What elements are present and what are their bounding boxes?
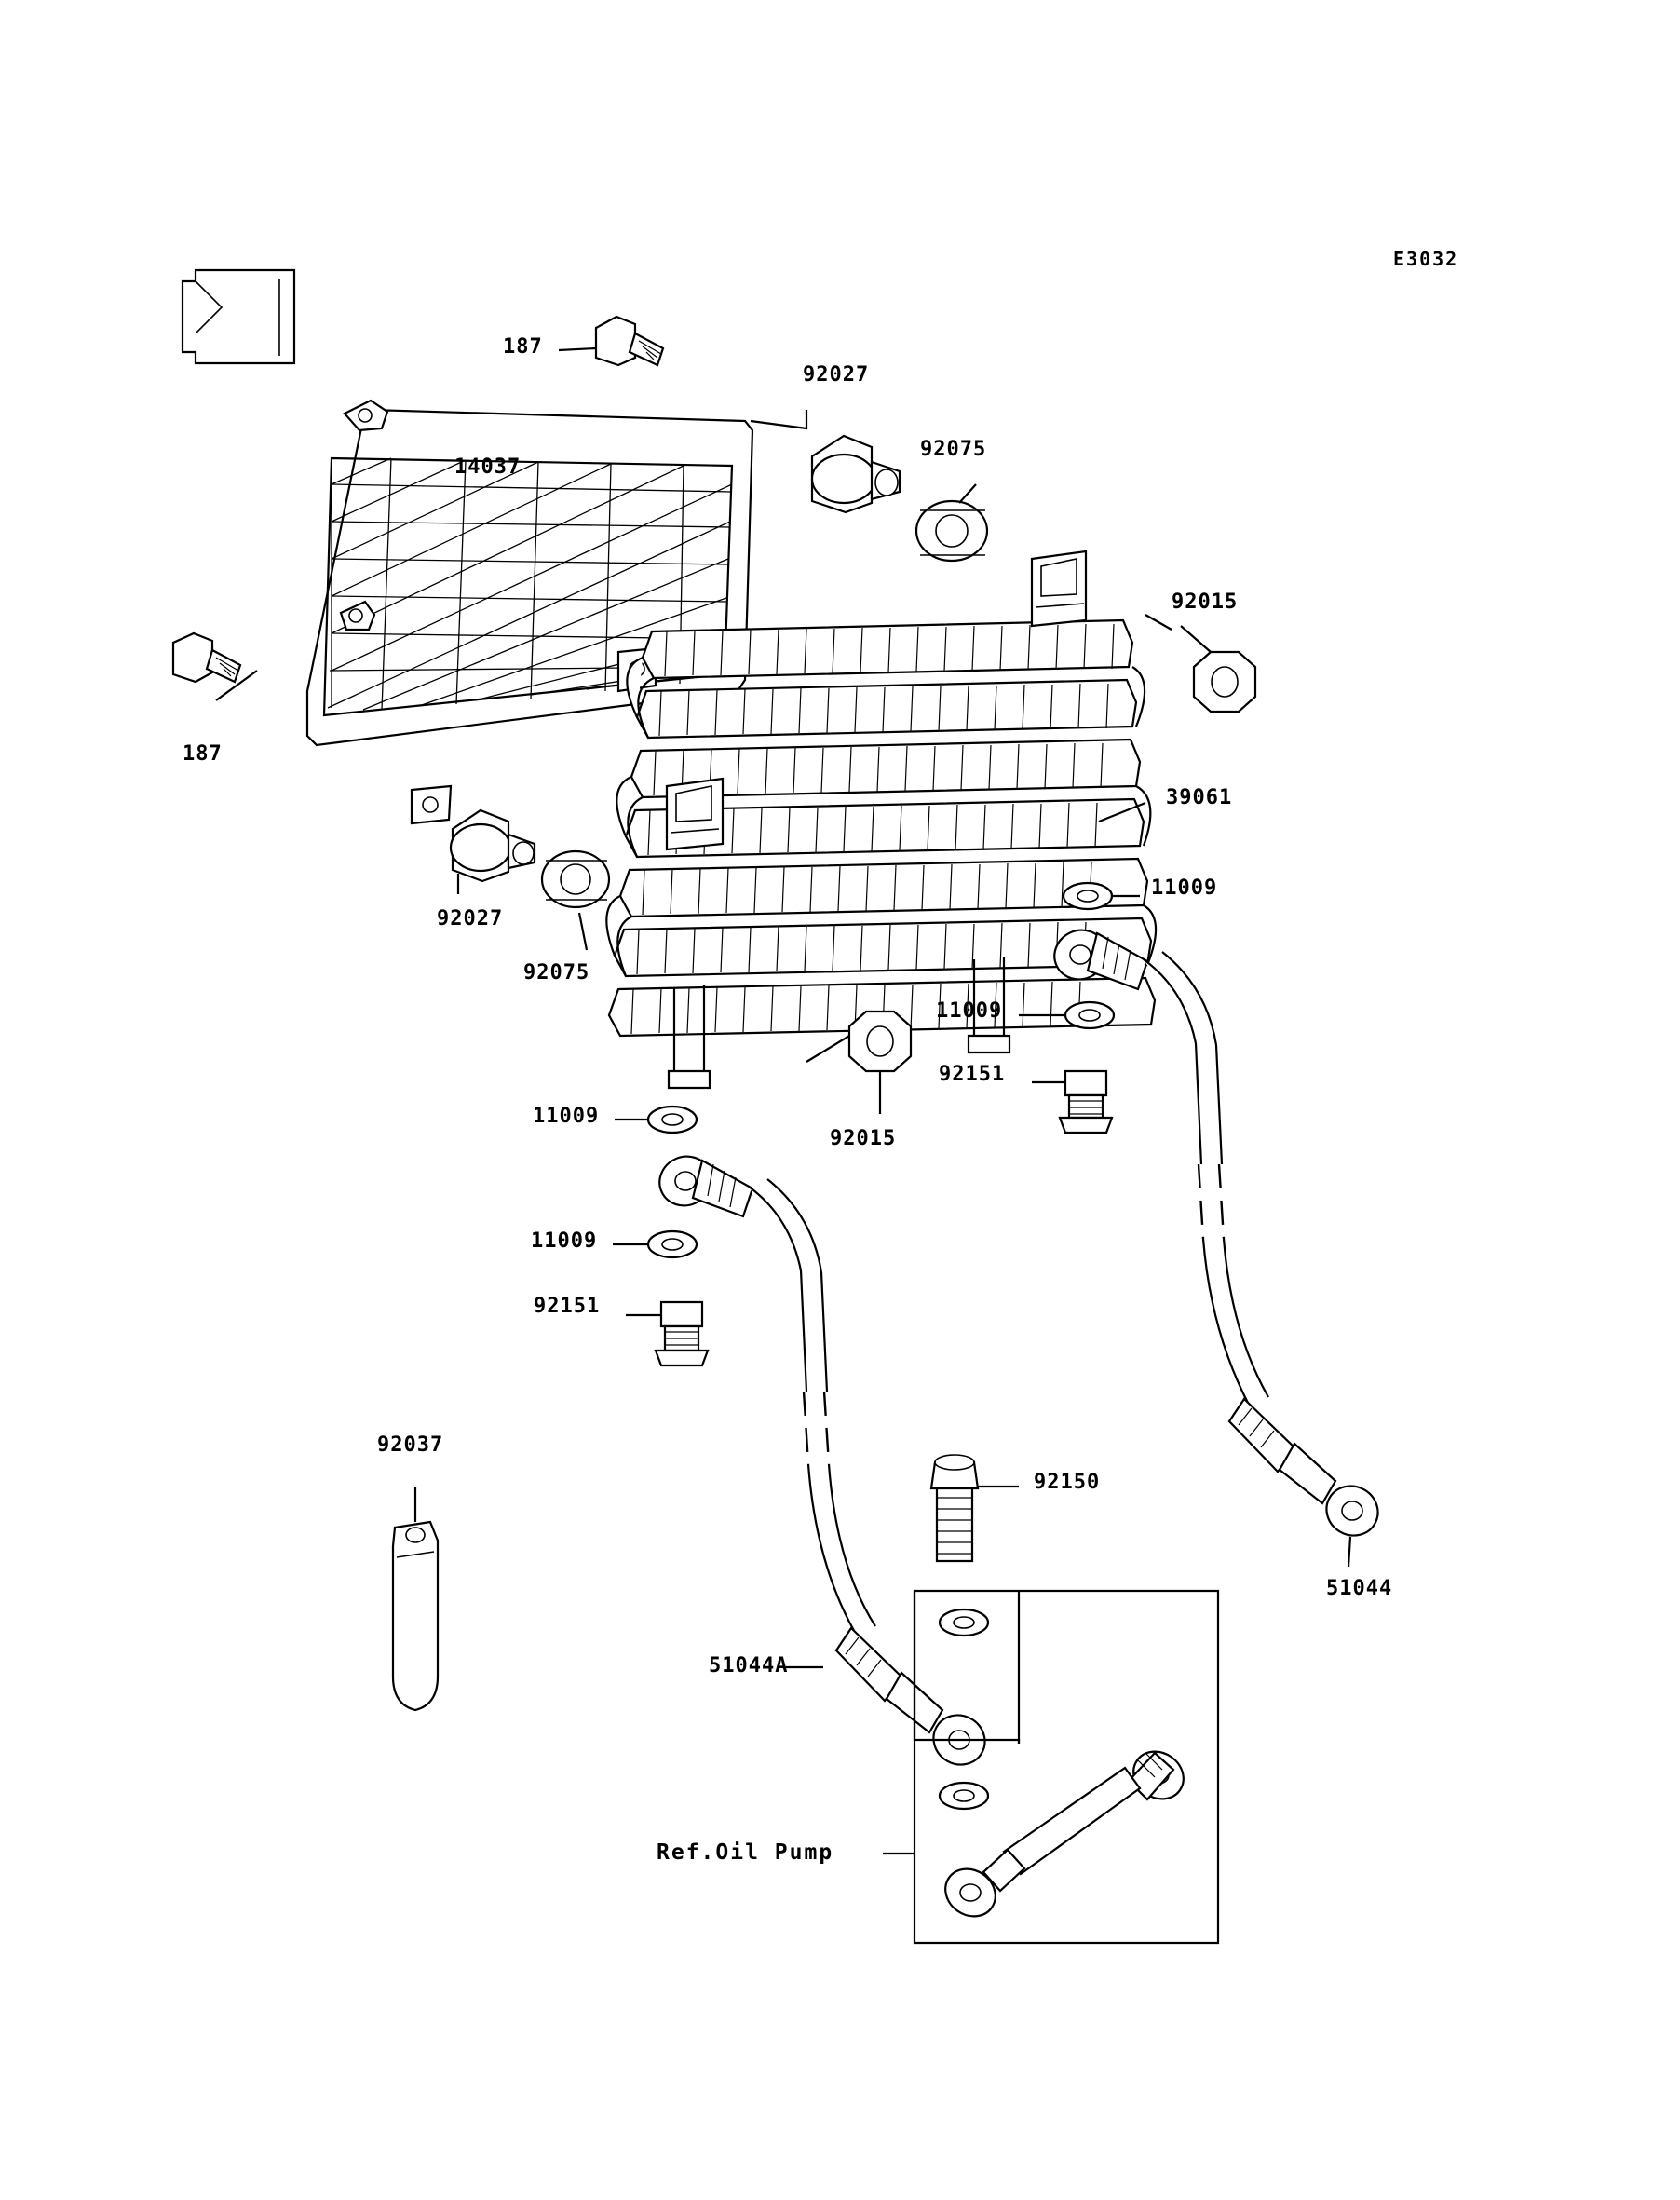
part-label-187-left: 187 bbox=[183, 742, 223, 766]
grommet-92027-top bbox=[751, 410, 900, 512]
part-label-92027-top: 92027 bbox=[803, 363, 870, 387]
oil-pump-pipe bbox=[883, 1742, 1193, 1925]
ref-oil-pump-label: Ref.Oil Pump bbox=[657, 1840, 834, 1865]
washer-11009-d bbox=[613, 1231, 697, 1257]
washer-ref-top bbox=[940, 1609, 988, 1636]
part-label-51044a: 51044A bbox=[709, 1654, 789, 1677]
bolt-92150 bbox=[931, 1455, 1019, 1561]
part-label-92150: 92150 bbox=[1034, 1471, 1101, 1494]
nut-92015-bottom bbox=[849, 1012, 911, 1114]
bolt-92151-left bbox=[626, 1302, 708, 1365]
bolt-187-top bbox=[559, 317, 663, 365]
part-label-92015-top: 92015 bbox=[1172, 591, 1239, 614]
part-label-92075-bot: 92075 bbox=[523, 961, 590, 985]
part-label-92151-right: 92151 bbox=[939, 1063, 1006, 1086]
clamp-92037 bbox=[393, 1487, 438, 1710]
part-label-92015-bot: 92015 bbox=[830, 1127, 897, 1150]
part-label-11009-a: 11009 bbox=[1151, 876, 1218, 900]
front-arrow-icon bbox=[183, 270, 294, 363]
part-label-187-top: 187 bbox=[503, 335, 543, 359]
part-label-92037: 92037 bbox=[377, 1433, 444, 1457]
part-label-14037: 14037 bbox=[454, 455, 522, 479]
part-label-92027-bot: 92027 bbox=[437, 907, 504, 930]
grommet-92027-bottom bbox=[451, 810, 535, 894]
part-label-92075-top: 92075 bbox=[920, 438, 987, 461]
part-label-92151-left: 92151 bbox=[534, 1295, 601, 1318]
part-label-11009-b: 11009 bbox=[936, 999, 1003, 1023]
washer-ref-bottom bbox=[940, 1783, 988, 1809]
bolt-187-left bbox=[173, 633, 257, 700]
bushing-92075-bottom bbox=[542, 851, 609, 950]
diagram-code: E3032 bbox=[1393, 248, 1459, 270]
bolt-92151-right bbox=[1032, 1071, 1112, 1133]
part-label-51044: 51044 bbox=[1326, 1577, 1393, 1600]
part-label-11009-c: 11009 bbox=[533, 1105, 600, 1128]
washer-11009-c bbox=[615, 1107, 697, 1133]
part-label-11009-d: 11009 bbox=[531, 1229, 598, 1253]
part-label-39061: 39061 bbox=[1166, 786, 1233, 809]
bushing-92075-top bbox=[916, 484, 987, 561]
nut-92015-top bbox=[1145, 615, 1255, 712]
